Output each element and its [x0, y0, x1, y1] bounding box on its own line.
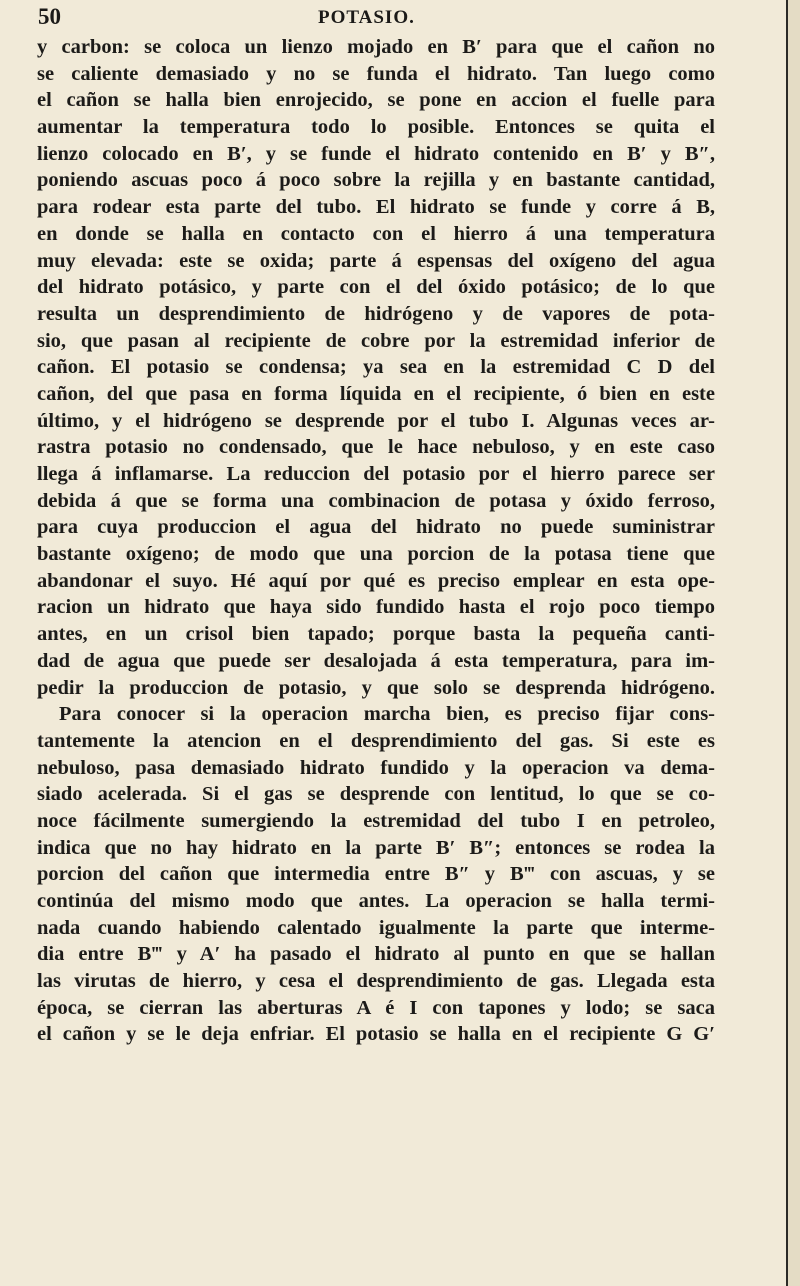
- text-line: resulta un desprendimiento de hidrógeno y de vapores de pota-: [37, 302, 715, 325]
- text-line: llega á inflamarse. La reduccion del potasio por el hierro parece ser: [37, 463, 715, 485]
- page-number: 50: [38, 4, 61, 29]
- text-line: cañon. El potasio se condensa; ya sea en la estremidad C D del: [37, 356, 715, 379]
- text-line: debida á que se forma una combinacion de potasa y óxido ferroso,: [37, 489, 715, 512]
- text-line: el cañon se halla bien enrojecido, se pone en accion el fuelle para: [37, 89, 715, 112]
- text-line: para rodear esta parte del tubo. El hidrato se funde y corre á B,: [37, 196, 715, 219]
- text-line: aumentar la temperatura todo lo posible. Entonces se quita el: [37, 116, 715, 139]
- page-header: [38, 4, 708, 32]
- text-line: para cuya produccion el agua del hidrato no puede suministrar: [37, 516, 715, 539]
- text-line: poniendo ascuas poco á poco sobre la rejilla y en bastante cantidad,: [37, 169, 715, 192]
- text-line: en donde se halla en contacto con el hierro á una temperatura: [37, 222, 715, 245]
- text-line: noce fácilmente sumergiendo la estremidad del tubo I en petroleo,: [37, 809, 715, 832]
- text-line: lienzo colocado en B′, y se funde el hidrato contenido en B′ y B″,: [37, 142, 715, 165]
- page-edge: [786, 0, 800, 1286]
- text-line: cañon, del que pasa en forma líquida en el recipiente, ó bien en este: [37, 382, 715, 405]
- text-line: antes, en un crisol bien tapado; porque basta la pequeña canti-: [37, 623, 715, 646]
- text-line: muy elevada: este se oxida; parte á espensas del oxígeno del agua: [37, 249, 715, 272]
- text-line: dad de agua que puede ser desalojada á esta temperatura, para im-: [37, 649, 715, 672]
- text-line: siado acelerada. Si el gas se desprende con lentitud, lo que se co-: [37, 783, 715, 806]
- text-line: dia entre B‴ y A′ ha pasado el hidrato al punto en que se hallan: [37, 943, 715, 966]
- text-line: racion un hidrato que haya sido fundido hasta el rojo poco tiempo: [37, 596, 715, 619]
- text-line: nebuloso, pasa demasiado hidrato fundido y la operacion va dema-: [37, 756, 715, 779]
- text-line: se caliente demasiado y no se funda el hidrato. Tan luego como: [37, 62, 715, 85]
- text-line: abandonar el suyo. Hé aquí por qué es preciso emplear en esta ope-: [37, 569, 715, 592]
- text-line: época, se cierran las aberturas A é I con tapones y lodo; se saca: [37, 996, 715, 1019]
- text-line: bastante oxígeno; de modo que una porcion de la potasa tiene que: [37, 543, 715, 566]
- text-line: el cañon y se le deja enfriar. El potasio se halla en el recipiente G G′: [37, 1023, 715, 1046]
- text-line: nada cuando habiendo calentado igualmente la parte que interme-: [37, 916, 715, 939]
- text-line: Para conocer si la operacion marcha bien, es preciso fijar cons-: [59, 703, 715, 726]
- text-line: pedir la produccion de potasio, y que solo se desprenda hidrógeno.: [37, 676, 715, 699]
- text-line: sio, que pasan al recipiente de cobre por la estremidad inferior de: [37, 329, 715, 352]
- body-text: [37, 34, 715, 1048]
- text-line: indica que no hay hidrato en la parte B′ B″; entonces se rodea la: [37, 836, 715, 859]
- text-line: y carbon: se coloca un lienzo mojado en B′ para que el cañon no: [37, 36, 715, 58]
- text-line: las virutas de hierro, y cesa el desprendimiento de gas. Llegada esta: [37, 970, 715, 993]
- text-line: rastra potasio no condensado, que le hace nebuloso, y en este caso: [37, 436, 715, 459]
- text-line: último, y el hidrógeno se desprende por el tubo I. Algunas veces ar-: [37, 409, 715, 432]
- running-head: POTASIO.: [318, 7, 415, 28]
- text-line: tantemente la atencion en el desprendimiento del gas. Si este es: [37, 729, 715, 752]
- text-line: porcion del cañon que intermedia entre B″ y B‴ con ascuas, y se: [37, 863, 715, 886]
- text-line: del hidrato potásico, y parte con el del óxido potásico; de lo que: [37, 276, 715, 299]
- text-line: continúa del mismo modo que antes. La operacion se halla termi-: [37, 890, 715, 912]
